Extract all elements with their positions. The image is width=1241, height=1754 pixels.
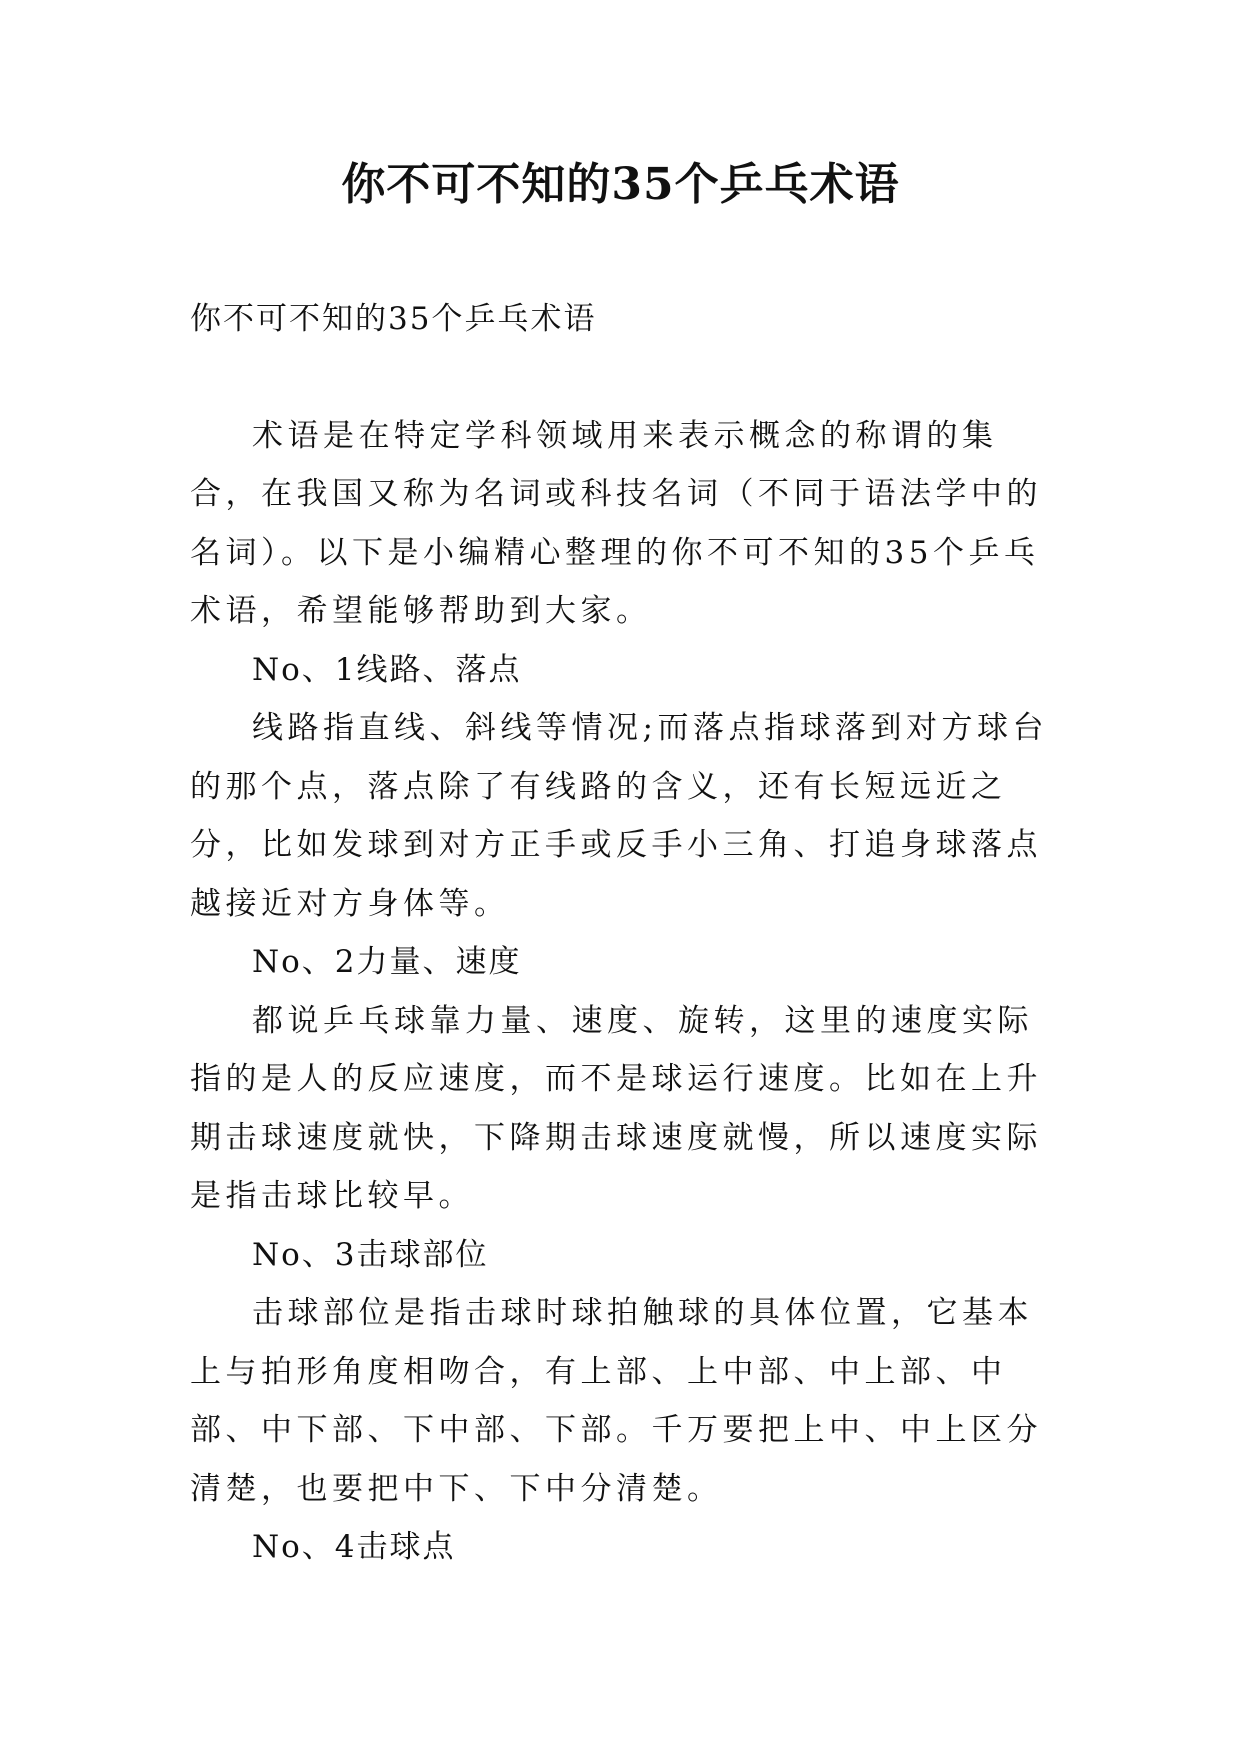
section-heading: No、4击球点 [252,1529,456,1565]
section-body: 击球部位是指击球时球拍触球的具体位置，它基本上与拍形角度相吻合，有上部、上中部、中上部、中部、中下部、下中部、下部。千万要把上中、中上区分清楚，也要把中下、下中分清楚。 [190,1295,1042,1507]
intro-paragraph: 术语是在特定学科领域用来表示概念的称谓的集合，在我国又称为名词或科技名词（不同于语法学中的名词）。以下是小编精心整理的你不可不知的35个乒乓术语，希望能够帮助到大家。 [190,417,1042,629]
section-heading: No、2力量、速度 [252,944,522,980]
document-body [190,290,1052,1577]
section-heading: No、3击球部位 [252,1236,489,1273]
section-heading: No、1线路、落点 [252,651,522,688]
document-title: 你不可不知的35个乒乓术语 [341,159,900,210]
document-subtitle: 你不可不知的35个乒乓术语 [190,301,597,337]
section-body: 线路指直线、斜线等情况;而落点指球落到对方球台的那个点，落点除了有线路的含义，还有长短远近之分，比如发球到对方正手或反手小三角、打追身球落点越接近对方身体等。 [190,710,1048,922]
section-body: 都说乒乓球靠力量、速度、旋转，这里的速度实际指的是人的反应速度，而不是球运行速度。比如在上升期击球速度就快，下降期击球速度就慢，所以速度实际是指击球比较早。 [190,1002,1042,1214]
